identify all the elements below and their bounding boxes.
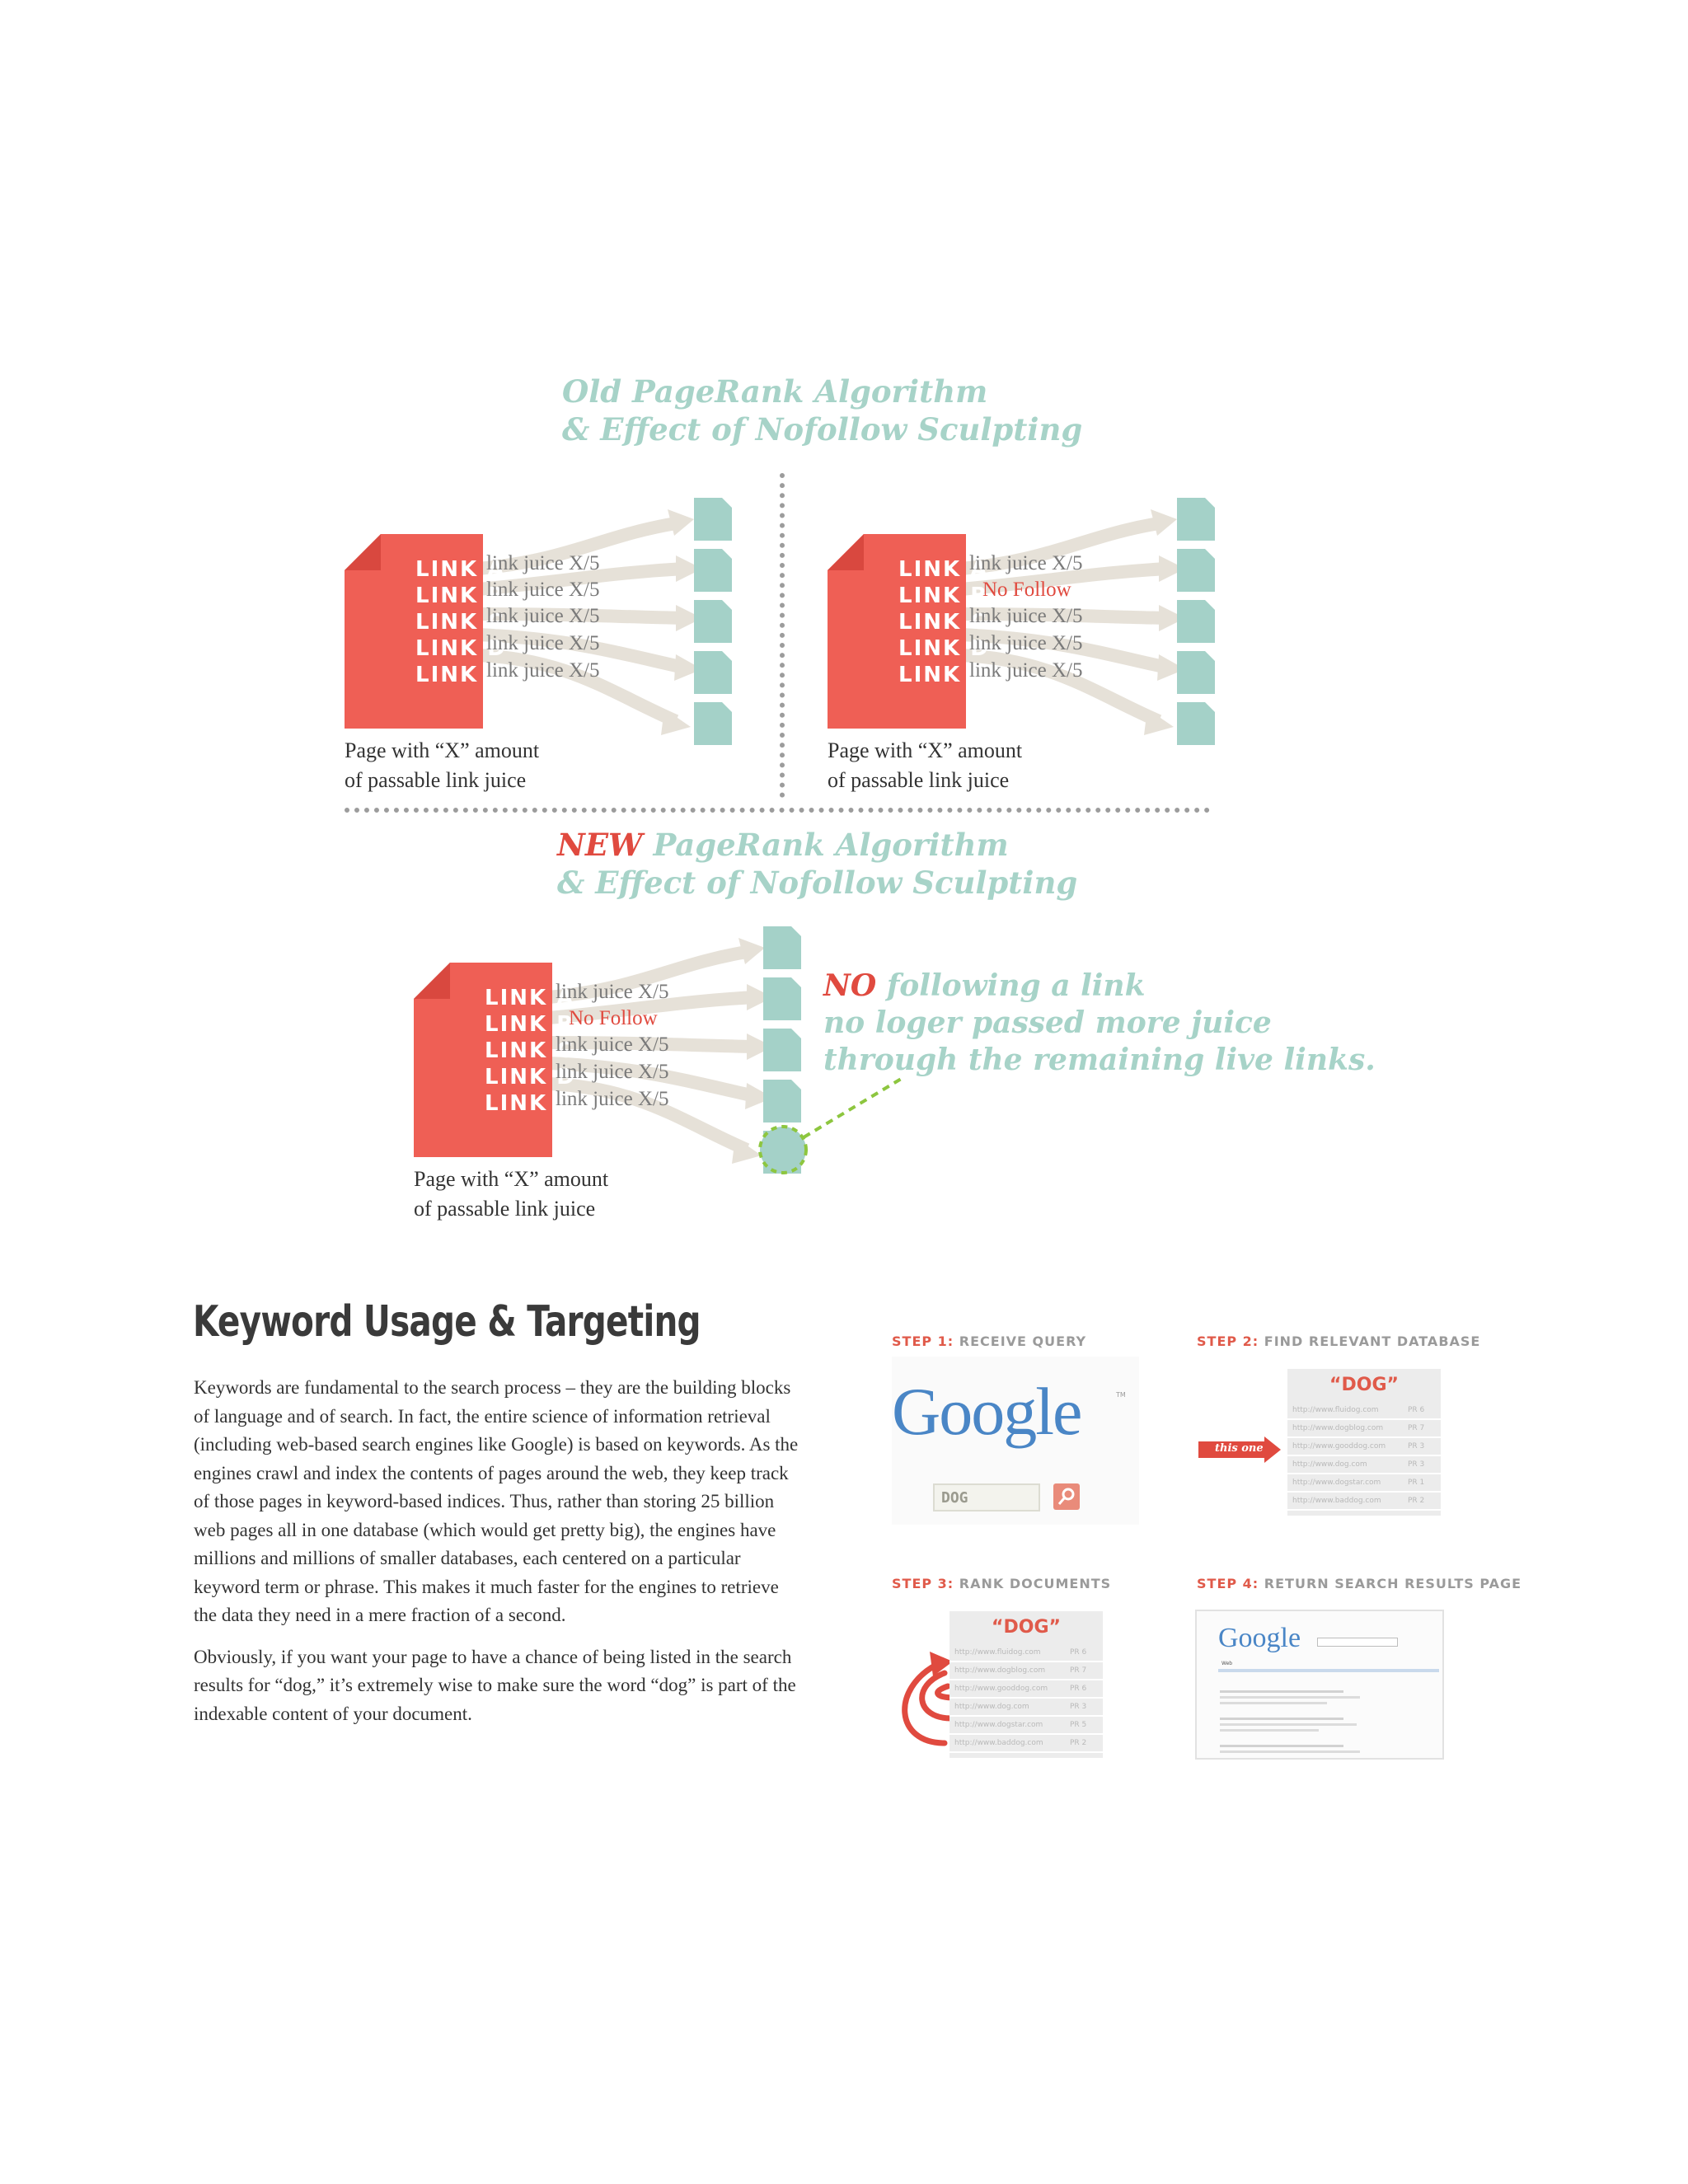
new-caption-line2: of passable link juice [414, 1197, 596, 1221]
old-right-juice-d: link juice X/5 [969, 632, 1083, 654]
db-row-url: http://www.fluidog.com [954, 1648, 1041, 1657]
new-link-b: LINK B [485, 1012, 575, 1037]
new-juice-c: link juice X/5 [556, 1033, 669, 1056]
step3-db-title: “DOG” [992, 1617, 1061, 1638]
db-row [1287, 1402, 1441, 1420]
query-text: DOG [941, 1489, 968, 1507]
new-caption-line1: Page with “X” amount [414, 1167, 609, 1191]
old-left-caption-line2: of passable link juice [345, 768, 527, 792]
this-one-label: this one [1215, 1442, 1264, 1455]
db-row-pr: PR 2 [1408, 1497, 1425, 1505]
step4-text: RETURN SEARCH RESULTS PAGE [1264, 1576, 1522, 1591]
new-note-line2: no loger passed more juice [823, 1005, 1272, 1040]
results-tab-web[interactable]: Web [1221, 1661, 1233, 1666]
db-row-url: http://www.dogblog.com [954, 1666, 1046, 1675]
old-right-caption-line2: of passable link juice [828, 768, 1010, 792]
new-link-d: LINK D [485, 1065, 576, 1090]
db-row-pr: PR 6 [1070, 1685, 1087, 1693]
old-right-juice-a: link juice X/5 [969, 552, 1083, 574]
old-right-juice-c: link juice X/5 [969, 605, 1083, 627]
search-icon [1053, 1483, 1080, 1510]
google-logo: Google [892, 1374, 1081, 1449]
db-row-pr: PR 1 [1408, 1479, 1425, 1487]
db-row-url: http://www.gooddog.com [1292, 1442, 1386, 1451]
new-nofollow: No Follow [569, 1007, 658, 1029]
step2-db-title: “DOG” [1329, 1375, 1399, 1395]
old-left-link-a: LINK A [415, 557, 506, 582]
new-diagram-title-rest: PageRank Algorithm [653, 827, 1009, 863]
old-left-link-c: LINK C [415, 610, 505, 635]
old-left-targets [694, 498, 732, 745]
step3-num: STEP 3: [892, 1576, 954, 1591]
db-row-url: http://www.fluidog.com [1292, 1406, 1379, 1414]
db-row [950, 1644, 1103, 1662]
new-diagram-title-new: NEW [557, 827, 643, 863]
db-row [950, 1717, 1103, 1735]
db-row-pr: PR 3 [1070, 1703, 1087, 1711]
db-row-pr: PR 3 [1408, 1460, 1425, 1469]
old-left-link-d: LINK D [415, 636, 507, 661]
db-row-url: http://www.dogstar.com [954, 1721, 1043, 1729]
new-juice-e: link juice X/5 [556, 1088, 669, 1110]
new-link-a: LINK A [485, 986, 575, 1010]
db-row-pr: PR 7 [1408, 1424, 1425, 1432]
old-diagram-title-line1: Old PageRank Algorithm [562, 373, 988, 410]
new-juice-a: link juice X/5 [556, 981, 669, 1003]
old-left-caption-line1: Page with “X” amount [345, 738, 540, 762]
db-row-url: http://www.dogstar.com [1292, 1479, 1381, 1487]
section-heading: Keyword Usage & Targeting [193, 1297, 701, 1347]
db-row-pr: PR 6 [1408, 1406, 1425, 1414]
old-right-nofollow: No Follow [982, 579, 1071, 601]
nofollow-dashed-pointer [754, 1063, 919, 1179]
step3-database [950, 1611, 1103, 1758]
db-row [950, 1735, 1103, 1753]
horizontal-dotted-divider [345, 808, 1210, 813]
db-row-pr: PR 3 [1408, 1442, 1425, 1451]
db-row-pr: PR 5 [1070, 1721, 1087, 1729]
db-row-pr: PR 6 [1070, 1648, 1087, 1657]
results-page [1195, 1610, 1444, 1760]
step4-num: STEP 4: [1197, 1576, 1259, 1591]
new-diagram-title-line2: & Effect of Nofollow Sculpting [557, 865, 1078, 901]
search-button[interactable] [1053, 1483, 1080, 1510]
results-lines [1220, 1690, 1365, 1756]
old-left-juice-a: link juice X/5 [486, 552, 600, 574]
results-divider [1218, 1669, 1439, 1672]
db-row-url: http://www.baddog.com [1292, 1497, 1381, 1505]
old-left-juice-b: link juice X/5 [486, 579, 600, 601]
db-row [950, 1662, 1103, 1680]
db-row [1287, 1420, 1441, 1438]
results-google-logo: Google [1218, 1623, 1301, 1653]
step1-panel [892, 1357, 1139, 1525]
old-right-targets [1177, 498, 1215, 745]
results-search-input[interactable] [1317, 1638, 1398, 1647]
db-row [1287, 1493, 1441, 1511]
step2-label [1197, 1333, 1480, 1349]
step2-database [1287, 1369, 1441, 1516]
step3-text: RANK DOCUMENTS [959, 1576, 1112, 1591]
old-right-link-a: LINK A [898, 557, 989, 582]
old-left-juice-e: link juice X/5 [486, 659, 600, 682]
new-note-line3: through the remaining live links. [823, 1043, 1376, 1077]
db-row-pr: PR 7 [1070, 1666, 1087, 1675]
old-left-link-e: LINK E [415, 663, 504, 687]
new-link-c: LINK C [485, 1038, 574, 1063]
step3-label [892, 1576, 1111, 1591]
query-input[interactable] [933, 1483, 1040, 1511]
db-row [950, 1699, 1103, 1717]
old-left-juice-d: link juice X/5 [486, 632, 600, 654]
new-note-line1: following a link [886, 968, 1146, 1003]
db-row [1287, 1474, 1441, 1493]
new-link-e: LINK E [485, 1091, 573, 1116]
step2-text: FIND RELEVANT DATABASE [1264, 1333, 1481, 1349]
step4-label [1197, 1576, 1522, 1591]
db-row-pr: PR 2 [1070, 1739, 1087, 1747]
old-right-link-e: LINK E [898, 663, 987, 687]
paragraph-2: Obviously, if you want your page to have a chance of being listed in the search results for “dog,” it’s extremely wise to make sure the word “dog” is part of the indexable content of your document. [194, 1646, 796, 1724]
vertical-dotted-divider [780, 473, 785, 798]
paragraph-1: Keywords are fundamental to the search process – they are the building blocks of language and of search. In fact, the entire science of information retrieval (including web-based search engines like Google) is based on keywords. As the engines crawl and index the contents of pages around the web, they keep track of those pages in keyword-based indices. Thus, rather than storing 25 billion web pages all in one database (which would get pretty big), the engines have millions and millions of smaller databases, each centered on a particular keyword term or phrase. This makes it much faster for the engines to retrieve the data they need in a mere fraction of a second. [194, 1377, 799, 1625]
old-right-link-b: LINK B [898, 583, 989, 608]
old-diagram-title-line2: & Effect of Nofollow Sculpting [562, 411, 1083, 448]
old-left-link-b: LINK B [415, 583, 506, 608]
step1-text: RECEIVE QUERY [959, 1333, 1087, 1349]
db-row [1287, 1456, 1441, 1474]
new-note-no: NO [823, 968, 877, 1003]
step1-label [892, 1333, 1086, 1349]
step1-num: STEP 1: [892, 1333, 954, 1349]
step2-num: STEP 2: [1197, 1333, 1259, 1349]
db-row-url: http://www.gooddog.com [954, 1685, 1048, 1693]
old-right-caption-line1: Page with “X” amount [828, 738, 1023, 762]
db-row-url: http://www.dog.com [954, 1703, 1029, 1711]
db-row-url: http://www.dogblog.com [1292, 1424, 1384, 1432]
this-one-arrow [1195, 1436, 1281, 1463]
db-row-url: http://www.dog.com [1292, 1460, 1367, 1469]
db-row [950, 1680, 1103, 1699]
db-row-url: http://www.baddog.com [954, 1739, 1043, 1747]
old-right-link-c: LINK C [898, 610, 988, 635]
new-juice-d: link juice X/5 [556, 1061, 669, 1083]
google-trademark: TM [1116, 1391, 1126, 1399]
old-left-juice-c: link juice X/5 [486, 605, 600, 627]
old-right-juice-e: link juice X/5 [969, 659, 1083, 682]
db-row [1287, 1438, 1441, 1456]
old-right-link-d: LINK D [898, 636, 990, 661]
